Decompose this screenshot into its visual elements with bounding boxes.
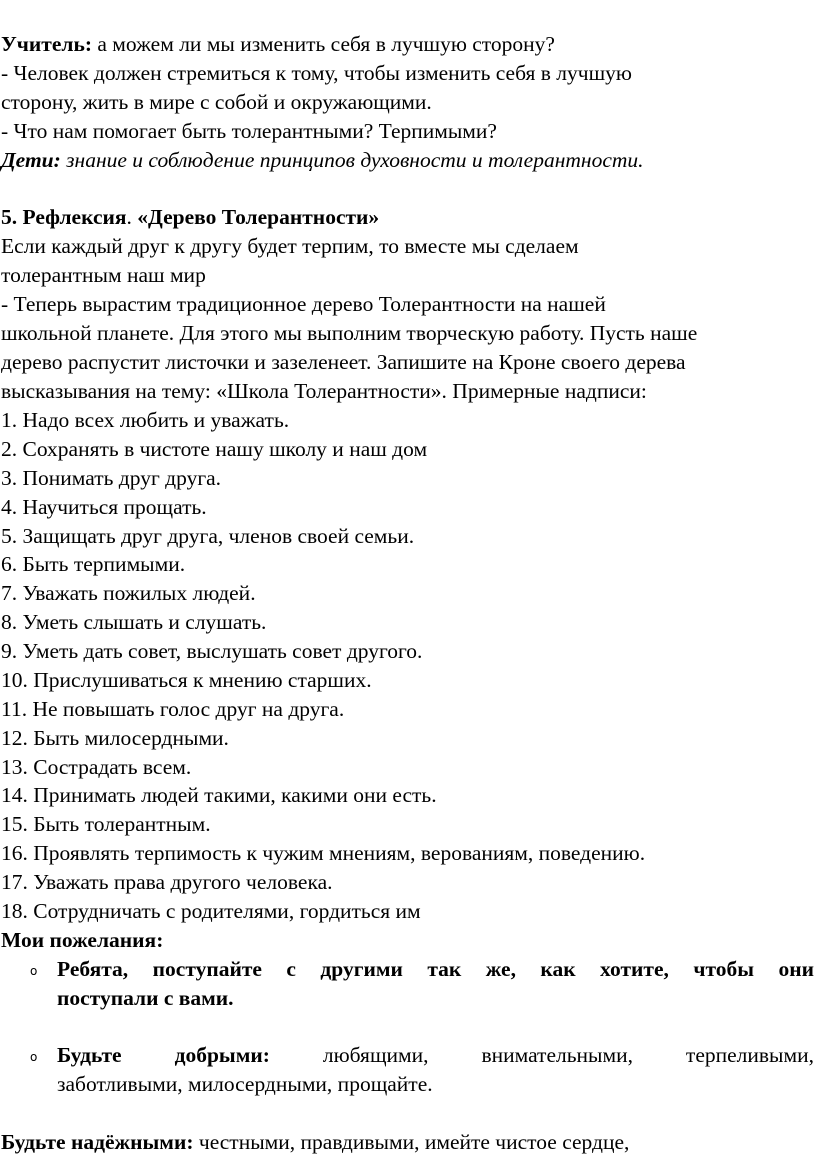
wish-1-line-2: поступали с вами. <box>57 986 234 1010</box>
list-item: 6. Быть терпимыми. <box>1 552 186 576</box>
list-item: 8. Уметь слышать и слушать. <box>1 610 267 634</box>
wish-2-line-2: заботливыми, милосердными, прощайте. <box>57 1072 433 1096</box>
list-item: 16. Проявлять терпимость к чужим мнениям, верованиям, поведению. <box>1 841 646 865</box>
paragraph-2-line-4: высказывания на тему: «Школа Толерантности». Примерные надписи: <box>1 379 647 403</box>
bullet-icon: o <box>30 964 38 978</box>
paragraph-1-line-1: Если каждый друг к другу будет терпим, то вместе мы сделаем <box>1 234 579 258</box>
wish-2-line-1 <box>57 1041 814 1070</box>
list-item: 15. Быть толерантным. <box>1 812 211 836</box>
reliable-label: Будьте надёжными: <box>1 1130 194 1154</box>
paragraph-1-line-2: толерантным наш мир <box>1 263 206 287</box>
list-item: 10. Прислушиваться к мнению старших. <box>1 668 372 692</box>
section-title: 5. Рефлексия <box>1 205 127 229</box>
list-item: 17. Уважать права другого человека. <box>1 870 333 894</box>
intro-line-3: сторону, жить в мире с собой и окружающими. <box>1 90 432 114</box>
list-item: 4. Научиться прощать. <box>1 495 207 519</box>
children-line <box>1 146 815 175</box>
intro-line-2: - Человек должен стремиться к тому, чтобы изменить себя в лучшую <box>1 61 632 85</box>
list-item: 12. Быть милосердными. <box>1 726 229 750</box>
section-subtitle: «Дерево Толерантности» <box>131 205 380 229</box>
reliable-line <box>1 1128 815 1157</box>
list-item: 9. Уметь дать совет, выслушать совет другого. <box>1 639 423 663</box>
teacher-line <box>1 30 815 59</box>
section-dot: . <box>126 205 132 229</box>
wish-1-line-1: Ребята, поступайте с другими так же, как хотите, чтобы они <box>57 957 814 981</box>
list-item: 1. Надо всех любить и уважать. <box>1 408 290 432</box>
list-item: 7. Уважать пожилых людей. <box>1 581 256 605</box>
paragraph-2-line-1: - Теперь вырастим традиционное дерево Толерантности на нашей <box>1 292 606 316</box>
list-item: 3. Понимать друг друга. <box>1 466 222 490</box>
list-item: 13. Сострадать всем. <box>1 755 192 779</box>
section-heading <box>1 203 815 232</box>
list-item: 2. Сохранять в чистоте нашу школу и наш дом <box>1 437 428 461</box>
intro-line-4: - Что нам помогает быть толерантными? Терпимыми? <box>1 119 497 143</box>
bullet-icon: o <box>30 1050 38 1064</box>
list-item: 11. Не повышать голос друг на друга. <box>1 697 345 721</box>
wish-2-label: Будьте добрыми: <box>57 1043 270 1067</box>
children-label: Дети: <box>1 148 61 172</box>
teacher-text: а можем ли мы изменить себя в лучшую сторону? <box>92 32 555 56</box>
reliable-text: честными, правдивыми, имейте чистое сердце, <box>193 1130 630 1154</box>
teacher-label: Учитель: <box>1 32 92 56</box>
paragraph-2-line-2: школьной планете. Для этого мы выполним творческую работу. Пусть наше <box>1 321 698 345</box>
children-text: знание и соблюдение принципов духовности и толерантности. <box>60 148 644 172</box>
wishes-heading: Мои пожелания: <box>1 928 164 952</box>
list-item: 18. Сотрудничать с родителями, гордиться им <box>1 899 421 923</box>
list-item: 14. Принимать людей такими, какими они есть. <box>1 783 437 807</box>
list-item: 5. Защищать друг друга, членов своей семьи. <box>1 524 415 548</box>
paragraph-2-line-3: дерево распустит листочки и зазеленеет. Запишите на Кроне своего дерева <box>1 350 686 374</box>
wish-2-text: любящими, внимательными, терпеливыми, <box>269 1043 814 1067</box>
